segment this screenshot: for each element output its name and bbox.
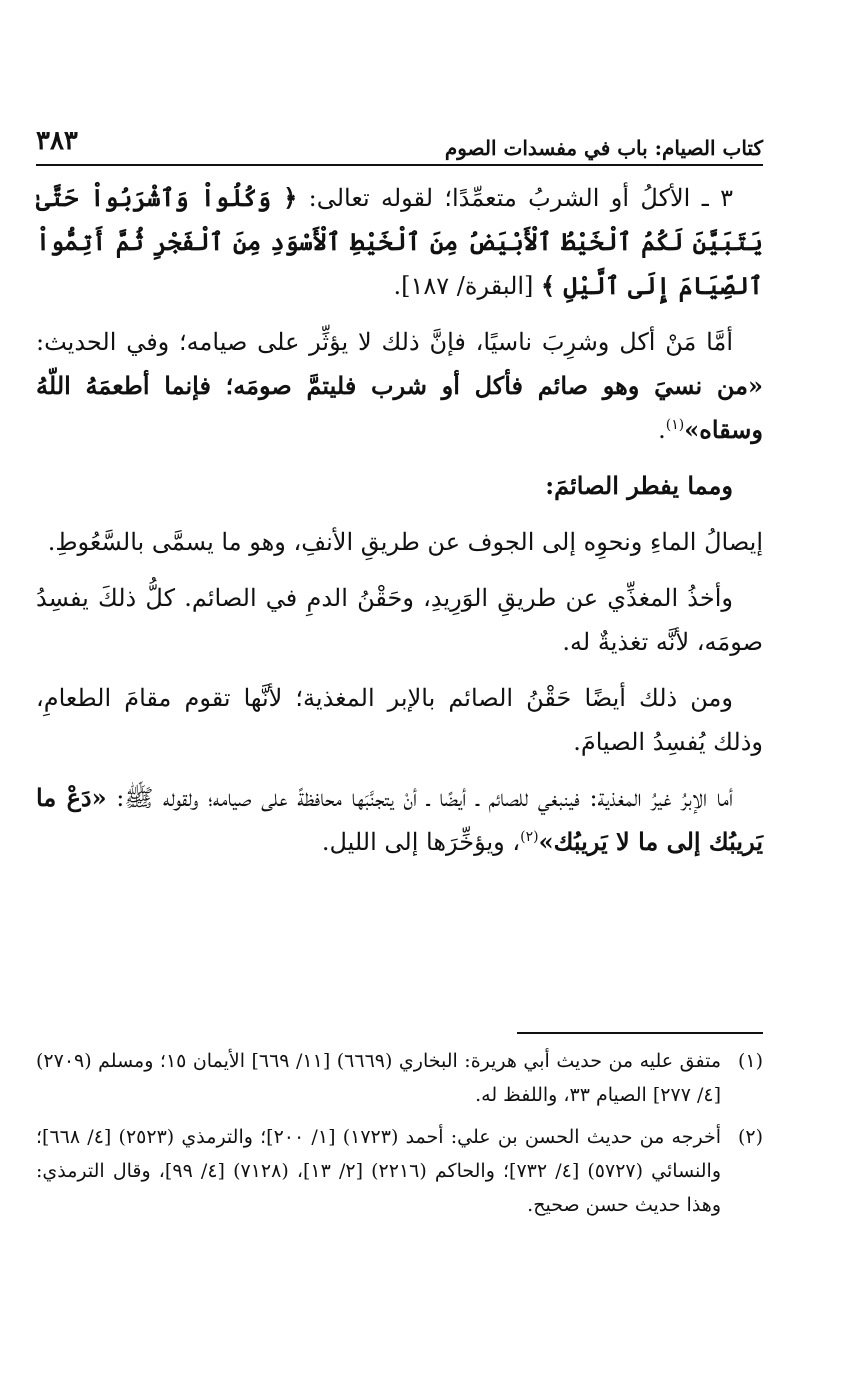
footnote-text: أخرجه من حديث الحسن بن علي: أحمد (١٧٢٣) [١/ ٢٠٠]؛ والترمذي (٢٥٢٣) [٤/ ٦٦٨]؛ والنسائي (٥٧٢٧) [٤/ ٧٣٢]؛ والحاكم (٢٢١٦) [٢/ ١٣]، (٧١٢٨) [٤/ ٩٩]، وقال الترمذي: وهذا حديث حسن صحيح.	[36, 1126, 721, 1216]
paragraph-forgetful-eating	[36, 320, 763, 452]
verse-reference: [البقرة/ ١٨٧].	[393, 272, 542, 300]
footnote-marker: (٢)	[520, 829, 539, 845]
page-header	[36, 116, 763, 166]
paragraph-end: ، ويؤخِّرَها إلى الليل.	[321, 828, 521, 856]
paragraph-injections: ومن ذلك أيضًا حَقْنُ الصائم بالإبر المغذية؛ لأنَّها تقوم مقامَ الطعامِ، وذلك يُفسِدُ الصيامَ.	[36, 684, 763, 756]
main-text	[36, 176, 763, 876]
paragraph-intravenous: وأخذُ المغذِّي عن طريقِ الوَرِيدِ، وحَقْنُ الدمِ في الصائم. كلُّ ذلكَ يفسِدُ صومَه، لأنَّه تغذيةٌ له.	[36, 584, 763, 656]
footnote-text: متفق عليه من حديث أبي هريرة: البخاري (٦٦٦٩) [١١/ ٦٦٩] الأيمان ١٥؛ ومسلم (٢٧٠٩) [٤/ ٢٧٧] الصيام ٣٣، واللفظ له.	[36, 1050, 722, 1106]
paragraph-non-nutritive	[36, 776, 763, 864]
paragraph-text: أما الإبرُ غيرُ المغذية: فينبغي للصائم ـ أيضًا ـ أنْ يتجنَّبَها محافظةً على صيامه؛ ولقوله ﷺ:	[106, 784, 733, 812]
footnote-number: (١)	[737, 1050, 763, 1072]
footnotes	[36, 1044, 763, 1230]
paragraph-nasal: إيصالُ الماءِ ونحوِه إلى الجوف عن طريقِ الأنفِ، وهو ما يسمَّى بالسَّعُوطِ.	[47, 528, 763, 556]
section-heading: ومما يفطر الصائمَ:	[545, 471, 733, 500]
hadith-quote: «من نسيَ وهو صائم فأكل أو شرب فليتمَّ صومَه؛ فإنما أطعمَهُ اللّهُ وسقاه»	[36, 371, 763, 444]
paragraph-intro: ٣ ـ الأكلُ أو الشربُ متعمِّدًا؛ لقوله تعالى:	[297, 184, 733, 212]
paragraph-text: أمَّا مَنْ أكل وشرِبَ ناسيًا، فإنَّ ذلك لا يؤثِّر على صيامه؛ وفي الحديث:	[36, 328, 733, 356]
footnote-number: (٢)	[737, 1126, 763, 1148]
paragraph-end: .	[658, 416, 666, 444]
footnote-marker: (١)	[665, 417, 685, 433]
paragraph-eating-drinking	[36, 176, 763, 308]
page-number: ٣٨٣	[36, 126, 78, 156]
hadith-quote: «دَعْ ما يَريبُك إلى ما لا يَريبُك»	[36, 783, 763, 856]
footnote-divider	[517, 1032, 763, 1034]
running-title: كتاب الصيام: باب في مفسدات الصوم	[444, 136, 763, 160]
quran-verse: ﴿ وَكُلُواْ وَٱشْرَبُواْ حَتَّىٰ يَتَبَيَّنَ لَكُمُ ٱلْخَيْطُ ٱلْأَبْيَضُ مِنَ ٱلْخَيْطِ ٱلْأَسْوَدِ مِنَ ٱلْفَجْرِ ثُمَّ أَتِمُّواْ ٱلصِّيَامَ إِلَى ٱلَّيْلِ ﴾	[36, 183, 763, 300]
footnote	[36, 1044, 763, 1112]
footnote	[36, 1120, 763, 1222]
